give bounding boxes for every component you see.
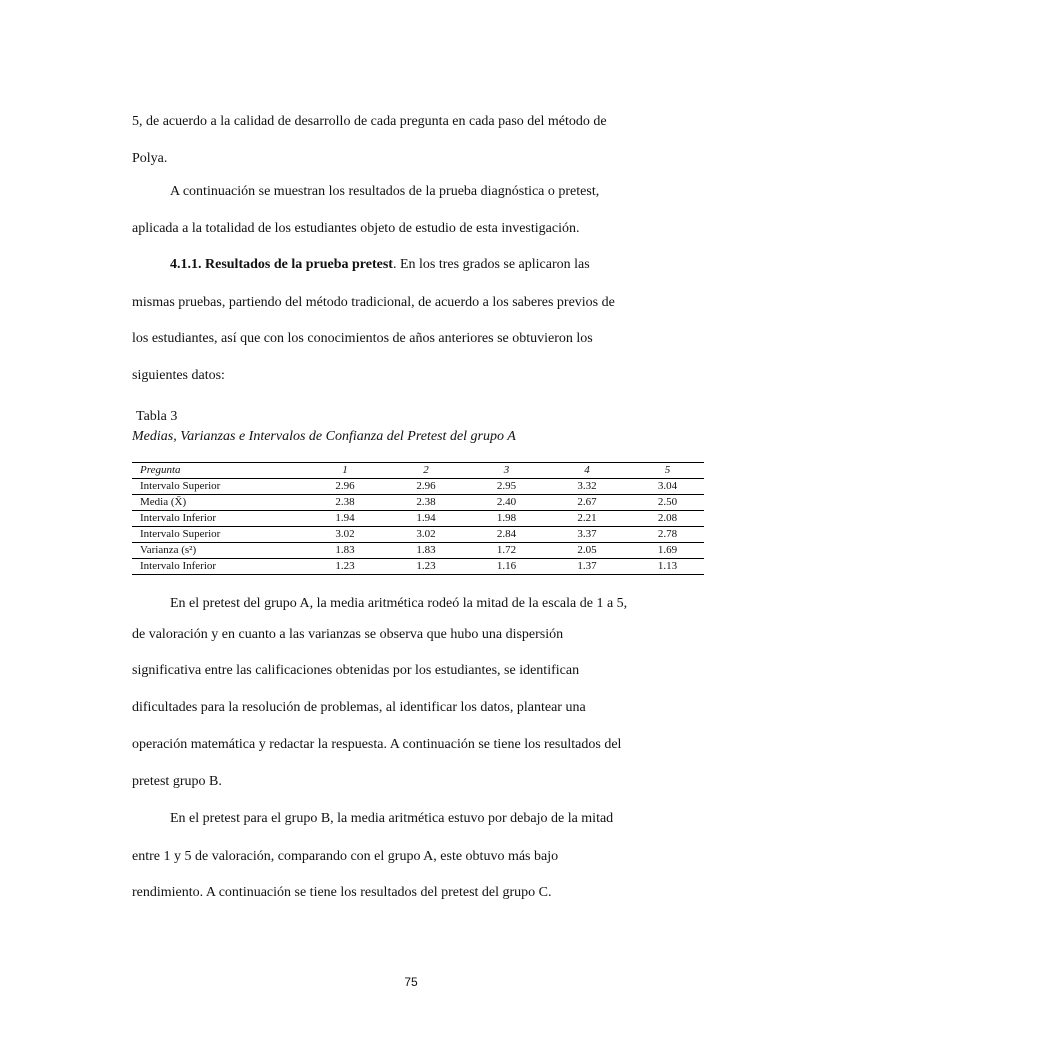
body-line [132, 811, 702, 827]
table-cell: 2.38 [300, 495, 382, 511]
table-cell: 2.05 [543, 543, 623, 559]
table-cell: 1.23 [382, 559, 462, 575]
body-line: operación matemática y redactar la respuesta. A continuación se tiene los resultados del [132, 737, 622, 752]
table-row [132, 479, 704, 495]
table-cell: 3.32 [543, 479, 623, 495]
table-cell: 1.23 [300, 559, 382, 575]
table-row [132, 543, 704, 559]
body-line: mismas pruebas, partiendo del método tradicional, de acuerdo a los saberes previos de [132, 295, 615, 310]
table-cell: 3.04 [623, 479, 704, 495]
header-cell: 3 [462, 463, 543, 479]
table-cell: 2.21 [543, 511, 623, 527]
body-line: pretest grupo B. [132, 774, 222, 789]
section-heading: 4.1.1. Resultados de la prueba pretest [170, 257, 393, 272]
table-cell: 3.02 [382, 527, 462, 543]
body-line: 5, de acuerdo a la calidad de desarrollo de cada pregunta en cada paso del método de [132, 114, 607, 129]
body-line: los estudiantes, así que con los conocimientos de años anteriores se obtuvieron los [132, 331, 593, 346]
row-label: Varianza (s²) [132, 543, 300, 559]
table-cell: 2.95 [462, 479, 543, 495]
body-line: siguientes datos: [132, 368, 225, 383]
body-text: En el pretest del grupo A, la media aritmética rodeó la mitad de la escala de 1 a 5, [170, 596, 628, 611]
table-cell: 3.37 [543, 527, 623, 543]
table-cell: 1.72 [462, 543, 543, 559]
table-cell: 3.02 [300, 527, 382, 543]
table-cell: 1.83 [382, 543, 462, 559]
table-cell: 1.13 [623, 559, 704, 575]
results-table [132, 462, 704, 575]
table-row [132, 559, 704, 575]
table-cell: 2.08 [623, 511, 704, 527]
table-cell: 2.78 [623, 527, 704, 543]
body-line: aplicada a la totalidad de los estudiantes objeto de estudio de esta investigación. [132, 221, 580, 236]
table-cell: 2.84 [462, 527, 543, 543]
body-line [132, 257, 702, 273]
table-cell: 1.16 [462, 559, 543, 575]
table-cell: 2.96 [382, 479, 462, 495]
row-label: Intervalo Superior [132, 479, 300, 495]
body-text: En el pretest para el grupo B, la media aritmética estuvo por debajo de la mitad [170, 811, 614, 826]
table-cell: 2.50 [623, 495, 704, 511]
table-number: Tabla 3 [136, 409, 178, 424]
body-line: entre 1 y 5 de valoración, comparando con el grupo A, este obtuvo más bajo [132, 849, 559, 864]
header-cell: Pregunta [132, 463, 300, 479]
body-line: Polya. [132, 151, 168, 166]
table-cell: 1.94 [300, 511, 382, 527]
body-line [132, 184, 702, 200]
page-number: 75 [404, 975, 418, 989]
body-line: dificultades para la resolución de problemas, al identificar los datos, plantear una [132, 700, 586, 715]
table-row [132, 495, 704, 511]
table-cell: 1.83 [300, 543, 382, 559]
table-cell: 1.37 [543, 559, 623, 575]
body-text: . En los tres grados se aplicaron las [392, 257, 590, 272]
row-label: Media (X̄) [132, 495, 300, 511]
row-label: Intervalo Superior [132, 527, 300, 543]
row-label: Intervalo Inferior [132, 559, 300, 575]
header-cell: 2 [382, 463, 462, 479]
table-row [132, 527, 704, 543]
table-cell: 1.94 [382, 511, 462, 527]
body-line: significativa entre las calificaciones obtenidas por los estudiantes, se identifican [132, 663, 580, 678]
table-cell: 2.40 [462, 495, 543, 511]
table-cell: 2.38 [382, 495, 462, 511]
table-row [132, 511, 704, 527]
table-cell: 1.98 [462, 511, 543, 527]
header-cell: 4 [543, 463, 623, 479]
body-line [132, 596, 702, 612]
body-line: rendimiento. A continuación se tiene los resultados del pretest del grupo C. [132, 885, 552, 900]
table-cell: 2.96 [300, 479, 382, 495]
body-line: de valoración y en cuanto a las varianzas se observa que hubo una dispersión [132, 627, 564, 642]
table-cell: 1.69 [623, 543, 704, 559]
header-cell: 1 [300, 463, 382, 479]
header-cell: 5 [623, 463, 704, 479]
row-label: Intervalo Inferior [132, 511, 300, 527]
table-header-row [132, 463, 704, 479]
table-title: Medias, Varianzas e Intervalos de Confianza del Pretest del grupo A [132, 429, 516, 444]
body-text: A continuación se muestran los resultados de la prueba diagnóstica o pretest, [170, 184, 600, 199]
table-cell: 2.67 [543, 495, 623, 511]
